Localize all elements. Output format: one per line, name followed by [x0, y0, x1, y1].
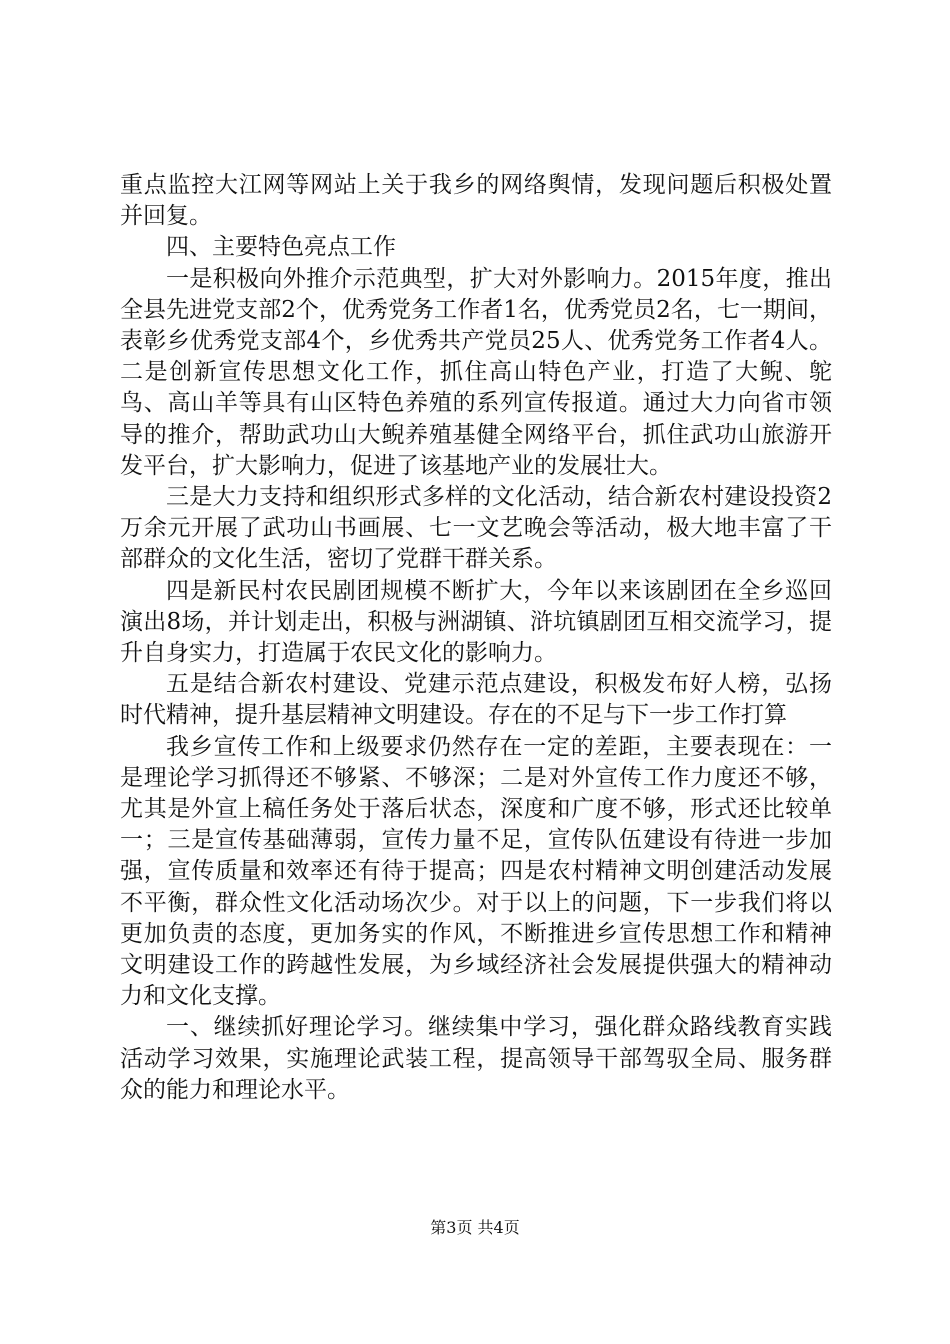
page-footer: 第3页 共4页: [430, 1218, 520, 1237]
paragraph-continuation: 重点监控大江网等网站上关于我乡的网络舆情，发现问题后积极处置并回复。: [120, 172, 832, 230]
document-body: [120, 170, 832, 1106]
paragraph: 我乡宣传工作和上级要求仍然存在一定的差距，主要表现在：一是理论学习抓得还不够紧、不够深；二是对外宣传工作力度还不够，尤其是外宣上稿任务处于落后状态，深度和广度不够，形式还比较单一；三是宣传基础薄弱，宣传力量不足，宣传队伍建设有待进一步加强，宣传质量和效率还有待于提高；四是农村精神文明创建活动发展不平衡，群众性文化活动场次少。对于以上的问题，下一步我们将以更加负责的态度，更加务实的作风，不断推进乡宣传思想工作和精神文明建设工作的跨越性发展，为乡域经济社会发展提供强大的精神动力和文化支撑。: [120, 733, 832, 1010]
paragraph: 一、继续抓好理论学习。继续集中学习，强化群众路线教育实践活动学习效果，实施理论武装工程，提高领导干部驾驭全局、服务群众的能力和理论水平。: [120, 1014, 832, 1103]
paragraph: 三是大力支持和组织形式多样的文化活动，结合新农村建设投资2万余元开展了武功山书画展、七一文艺晚会等活动，极大地丰富了干部群众的文化生活，密切了党群干群关系。: [120, 484, 832, 573]
paragraph: 四是新民村农民剧团规模不断扩大，今年以来该剧团在全乡巡回演出8场，并计划走出，积极与洲湖镇、浒坑镇剧团互相交流学习，提升自身实力，打造属于农民文化的影响力。: [120, 577, 832, 667]
section-heading: 四、主要特色亮点工作: [166, 234, 396, 261]
paragraph: 一是积极向外推介示范典型，扩大对外影响力。2015年度，推出全县先进党支部2个，优秀党务工作者1名，优秀党员2名，七一期间，表彰乡优秀党支部4个，乡优秀共产党员25人、优秀党务工作者4人。二是创新宣传思想文化工作，抓住高山特色产业，打造了大鲵、鸵鸟、高山羊等具有山区特色养殖的系列宣传报道。通过大力向省市领导的推介，帮助武功山大鲵养殖基健全网络平台，抓住武功山旅游开发平台，扩大影响力，促进了该基地产业的发展壮大。: [120, 265, 832, 479]
paragraph: 五是结合新农村建设、党建示范点建设，积极发布好人榜，弘扬时代精神，提升基层精神文明建设。存在的不足与下一步工作打算: [120, 671, 832, 729]
